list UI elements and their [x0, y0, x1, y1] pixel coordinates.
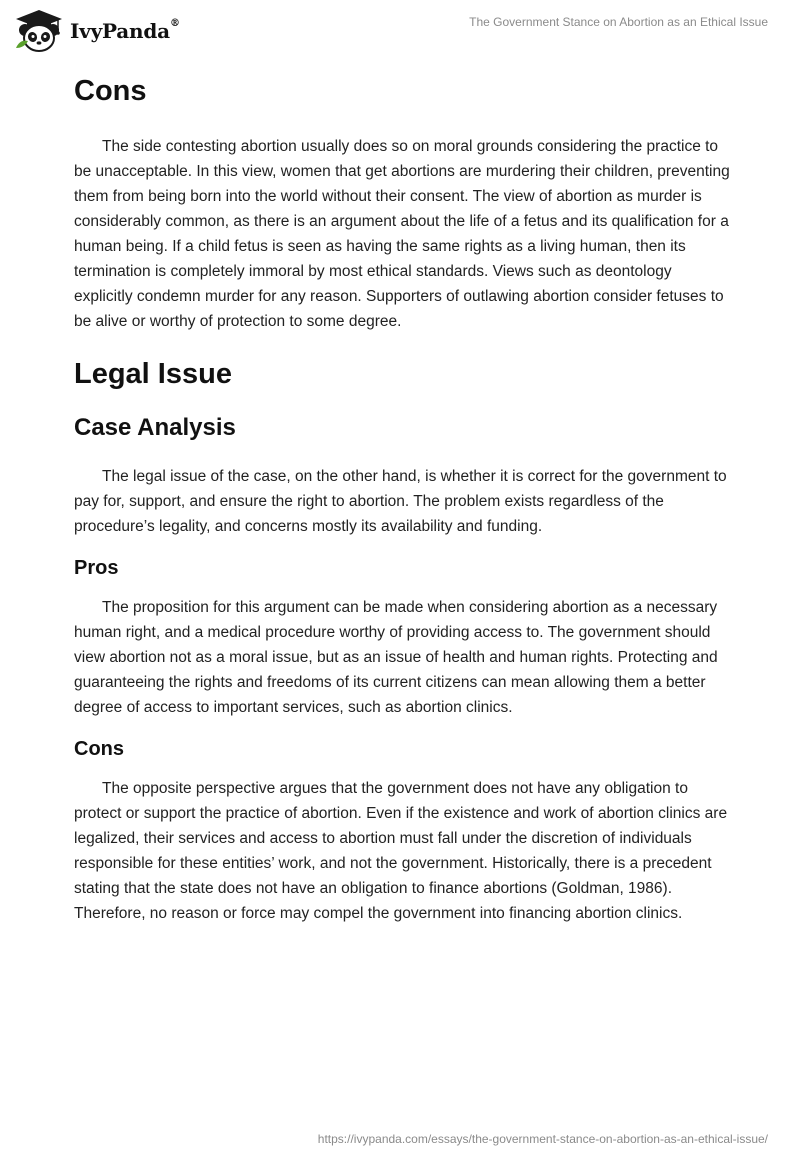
- document-title: The Government Stance on Abortion as an Ethical Issue: [469, 15, 768, 29]
- cons-paragraph: The side contesting abortion usually does so on moral grounds considering the practice to be unacceptable. In this view, women that get abortions are murdering their children, preventing them from being born into the world without their consent. The view of abortion as murder is considerably common, as there is an argument about the life of a fetus and its qualification for a human being. If a child fetus is seen as having the same rights as a living human, then its termination is completely immoral by most ethical standards. Views such as deontology explicitly condemn murder for any reason. Supporters of outlawing abortion consider fetuses to be alive or worthy of protection to some degree.: [74, 138, 730, 330]
- ivypanda-logo[interactable]: [14, 8, 180, 52]
- page-header: [0, 0, 800, 64]
- case-analysis-heading: Case Analysis: [74, 414, 236, 441]
- source-url[interactable]: https://ivypanda.com/essays/the-government-stance-on-abortion-as-an-ethical-issue/: [317, 1132, 768, 1146]
- legal-cons-paragraph: The opposite perspective argues that the government does not have any obligation to protect or support the practice of abortion. Even if the existence and work of abortion clinics are legalized, their services and access to abortion must fall under the discretion of individuals responsible for these entities’ work, and not the government. Historically, there is a precedent stating that the state does not have an obligation to finance abortions (Goldman, 1986). Therefore, no reason or force may compel the government into financing abortion clinics.: [74, 780, 728, 922]
- panda-graduate-icon: [14, 8, 64, 52]
- brand-name: IvyPanda®: [70, 18, 180, 43]
- article-body: [74, 70, 734, 926]
- pros-paragraph: The proposition for this argument can be made when considering abortion as a necessary human right, and a medical procedure worthy of providing access to. The government should view abortion not as a moral issue, but as an issue of health and human rights. Protecting and guaranteeing the rights and freedoms of its current citizens can mean allowing them a better degree of access to important services, such as abortion clinics.: [74, 599, 718, 716]
- cons-heading: Cons: [74, 75, 147, 107]
- legal-cons-heading: Cons: [74, 738, 124, 760]
- case-analysis-paragraph: The legal issue of the case, on the other hand, is whether it is correct for the government to pay for, support, and ensure the right to abortion. The problem exists regardless of the procedure’s legality, and concerns mostly its availability and funding.: [74, 468, 727, 535]
- pros-heading: Pros: [74, 557, 119, 579]
- legal-issue-heading: Legal Issue: [74, 358, 232, 390]
